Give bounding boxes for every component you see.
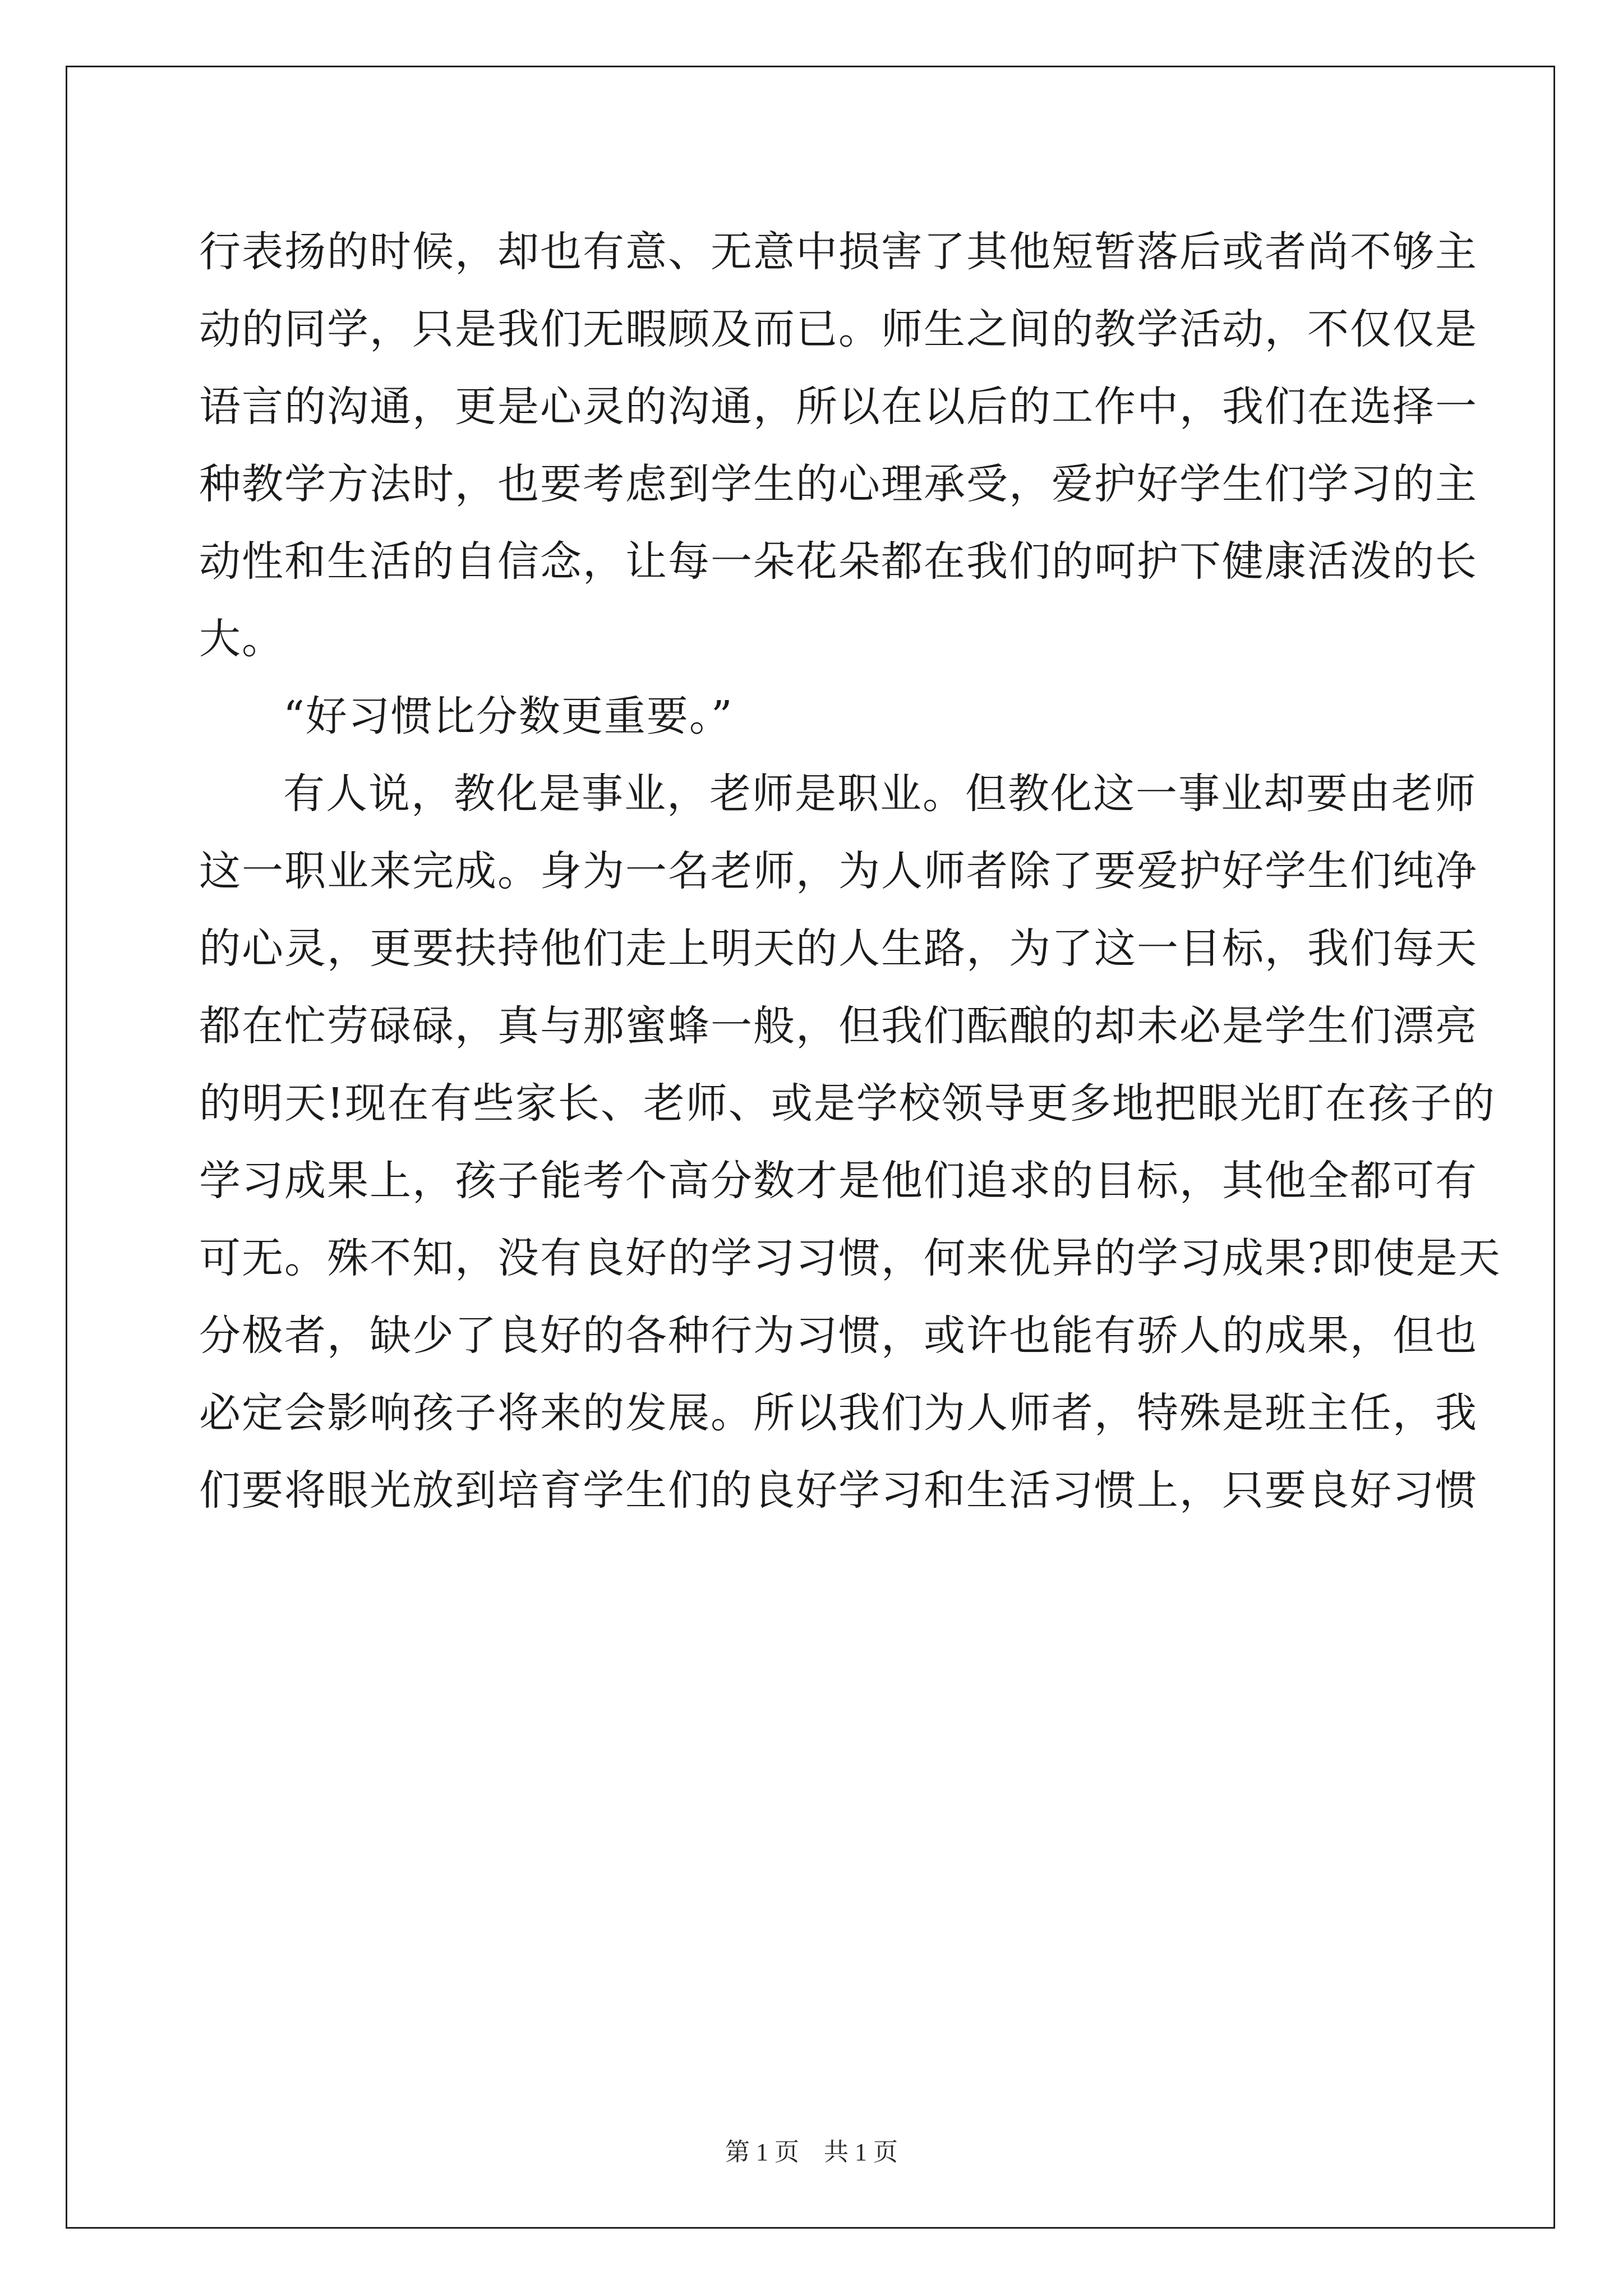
text-line: 有人说，教化是事业，老师是职业。但教化这一事业却要由老师	[283, 770, 1477, 818]
text-line: 行表扬的时候，却也有意、无意中损害了其他短暂落后或者尚不够主	[199, 228, 1478, 276]
page-footer: 第 1 页 共 1 页	[725, 2138, 898, 2166]
section-quote: “好习惯比分数更重要。”	[283, 692, 734, 740]
text-line: 都在忙劳碌碌，真与那蜜蜂一般，但我们酝酿的却未必是学生们漂亮	[199, 1002, 1478, 1050]
text-line: 动性和生活的自信念，让每一朵花朵都在我们的呵护下健康活泼的长	[199, 537, 1478, 586]
text-line: 必定会影响孩子将来的发展。所以我们为人师者，特殊是班主任，我	[199, 1389, 1478, 1437]
text-line: 这一职业来完成。身为一名老师，为人师者除了要爱护好学生们纯净	[199, 847, 1478, 895]
text-line: 语言的沟通，更是心灵的沟通，所以在以后的工作中，我们在选择一	[199, 383, 1478, 431]
text-line: 的心灵，更要扶持他们走上明天的人生路，为了这一目标，我们每天	[199, 924, 1478, 973]
text-line: 动的同学，只是我们无暇顾及而已。师生之间的教学活动，不仅仅是	[199, 305, 1478, 353]
text-line: 可无。殊不知，没有良好的学习习惯，何来优异的学习成果?即使是天	[199, 1234, 1501, 1282]
text-line: 分极者，缺少了良好的各种行为习惯，或许也能有骄人的成果，但也	[199, 1312, 1478, 1360]
document-body	[199, 213, 1501, 1529]
text-line: 种教学方法时，也要考虑到学生的心理承受，爱护好学生们学习的主	[199, 460, 1478, 508]
text-line: 的明天!现在有些家长、老师、或是学校领导更多地把眼光盯在孩子的	[199, 1079, 1496, 1128]
text-line: 们要将眼光放到培育学生们的良好学习和生活习惯上，只要良好习惯	[199, 1466, 1478, 1515]
text-line: 学习成果上，孩子能考个高分数才是他们追求的目标，其他全都可有	[199, 1157, 1478, 1205]
text-line: 大。	[199, 615, 284, 663]
